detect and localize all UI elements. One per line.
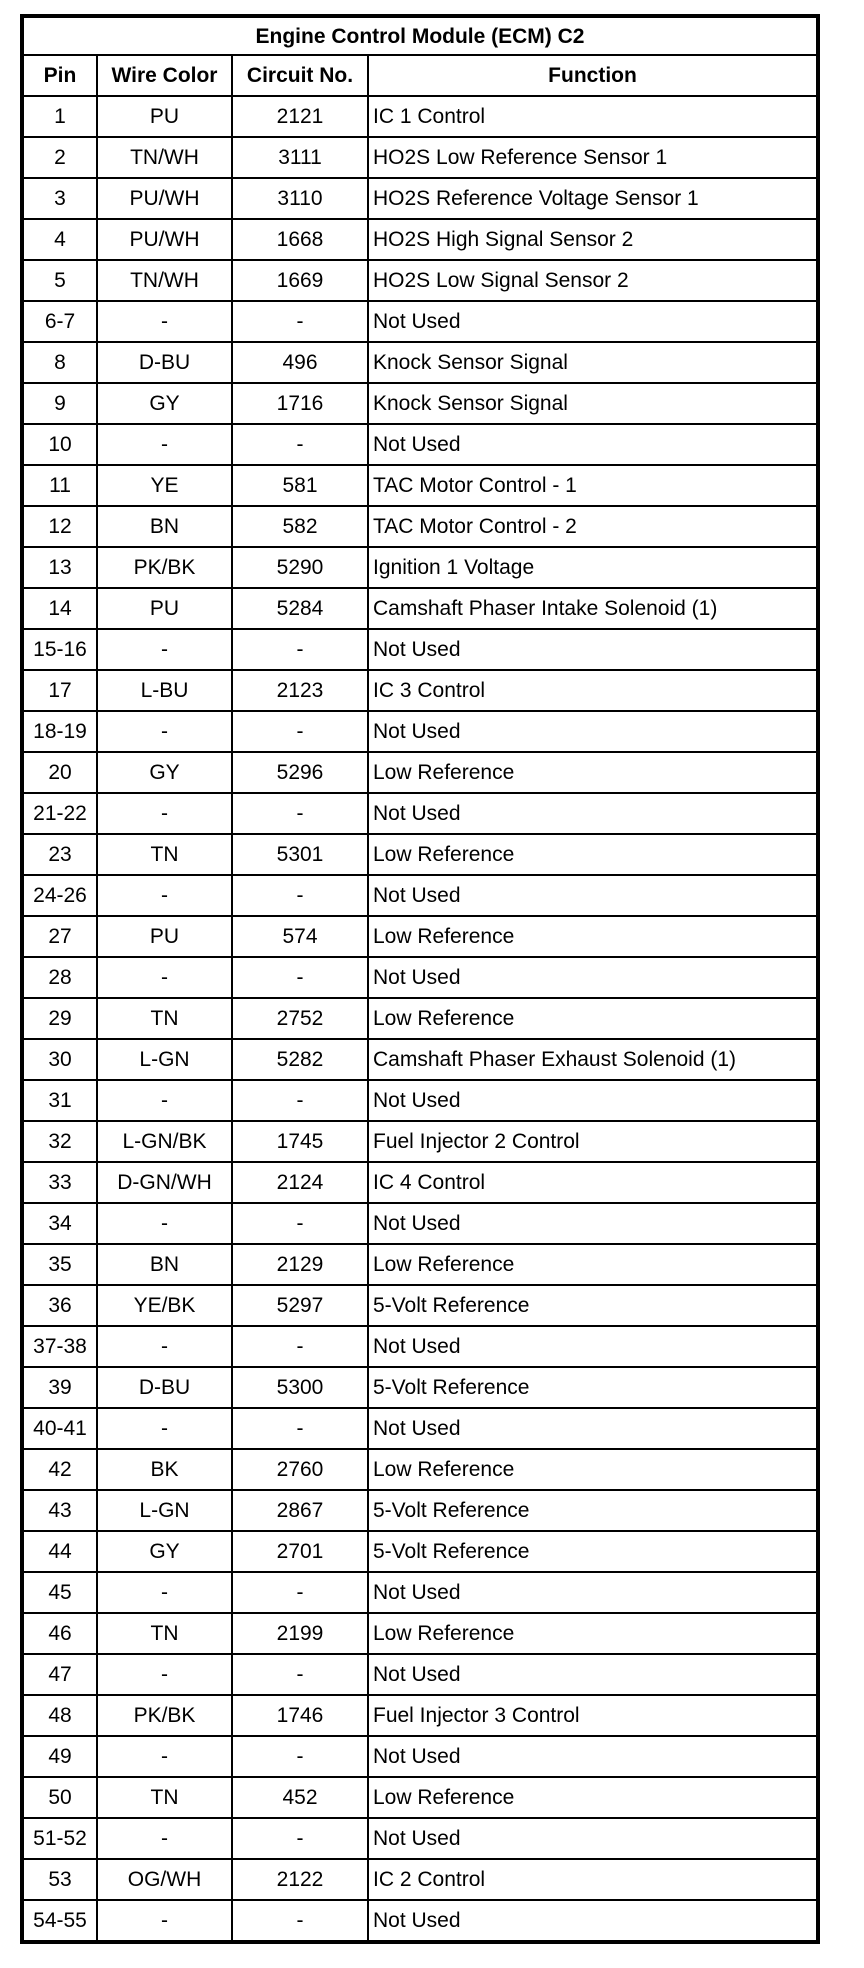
pin-cell: 15-16 (23, 629, 97, 670)
circuit-no-cell: 5300 (232, 1367, 368, 1408)
wire-color-cell: L-GN (97, 1039, 232, 1080)
wire-color-cell: L-BU (97, 670, 232, 711)
pin-cell: 46 (23, 1613, 97, 1654)
pinout-table (22, 16, 818, 1942)
wire-color-cell: YE (97, 465, 232, 506)
wire-color-cell: - (97, 1654, 232, 1695)
function-cell: Not Used (368, 301, 817, 342)
table-header-row (23, 55, 817, 96)
pin-cell: 45 (23, 1572, 97, 1613)
wire-color-cell: - (97, 1326, 232, 1367)
circuit-no-cell: 2121 (232, 96, 368, 137)
function-cell: Knock Sensor Signal (368, 342, 817, 383)
circuit-no-cell: 2124 (232, 1162, 368, 1203)
pin-cell: 35 (23, 1244, 97, 1285)
wire-color-cell: - (97, 1736, 232, 1777)
function-cell: Ignition 1 Voltage (368, 547, 817, 588)
table-row (23, 834, 817, 875)
wire-color-cell: - (97, 793, 232, 834)
table-row (23, 1244, 817, 1285)
table-title: Engine Control Module (ECM) C2 (23, 17, 817, 55)
circuit-no-cell: 574 (232, 916, 368, 957)
pin-cell: 12 (23, 506, 97, 547)
function-cell: Not Used (368, 629, 817, 670)
circuit-no-cell: 1668 (232, 219, 368, 260)
function-cell: Low Reference (368, 834, 817, 875)
circuit-no-cell: 2122 (232, 1859, 368, 1900)
table-row (23, 752, 817, 793)
function-cell: Knock Sensor Signal (368, 383, 817, 424)
wire-color-cell: - (97, 301, 232, 342)
function-cell: TAC Motor Control - 1 (368, 465, 817, 506)
pin-cell: 23 (23, 834, 97, 875)
function-cell: Not Used (368, 957, 817, 998)
header-circuit-no: Circuit No. (232, 55, 368, 96)
table-row (23, 998, 817, 1039)
wire-color-cell: PU/WH (97, 178, 232, 219)
pin-cell: 39 (23, 1367, 97, 1408)
circuit-no-cell: - (232, 1900, 368, 1941)
table-row (23, 465, 817, 506)
function-cell: 5-Volt Reference (368, 1367, 817, 1408)
function-cell: 5-Volt Reference (368, 1531, 817, 1572)
function-cell: Not Used (368, 424, 817, 465)
circuit-no-cell: 3110 (232, 178, 368, 219)
table-row (23, 424, 817, 465)
table-row (23, 957, 817, 998)
wire-color-cell: TN/WH (97, 260, 232, 301)
circuit-no-cell: 452 (232, 1777, 368, 1818)
wire-color-cell: OG/WH (97, 1859, 232, 1900)
pin-cell: 8 (23, 342, 97, 383)
function-cell: Not Used (368, 1080, 817, 1121)
circuit-no-cell: 2752 (232, 998, 368, 1039)
table-row (23, 547, 817, 588)
pin-cell: 29 (23, 998, 97, 1039)
wire-color-cell: TN (97, 998, 232, 1039)
wire-color-cell: BN (97, 506, 232, 547)
table-row (23, 178, 817, 219)
wire-color-cell: - (97, 1203, 232, 1244)
function-cell: Not Used (368, 1654, 817, 1695)
circuit-no-cell: - (232, 957, 368, 998)
table-row (23, 96, 817, 137)
wire-color-cell: TN (97, 834, 232, 875)
pin-cell: 11 (23, 465, 97, 506)
wire-color-cell: - (97, 424, 232, 465)
table-row (23, 1572, 817, 1613)
table-row (23, 1449, 817, 1490)
table-row (23, 1859, 817, 1900)
pin-cell: 54-55 (23, 1900, 97, 1941)
pin-cell: 32 (23, 1121, 97, 1162)
table-row (23, 1162, 817, 1203)
pin-cell: 43 (23, 1490, 97, 1531)
pin-cell: 5 (23, 260, 97, 301)
table-row (23, 793, 817, 834)
wire-color-cell: - (97, 1080, 232, 1121)
circuit-no-cell: - (232, 875, 368, 916)
table-row (23, 875, 817, 916)
table-row (23, 1039, 817, 1080)
wire-color-cell: BN (97, 1244, 232, 1285)
wire-color-cell: PU (97, 96, 232, 137)
table-row (23, 1736, 817, 1777)
pin-cell: 10 (23, 424, 97, 465)
pin-cell: 24-26 (23, 875, 97, 916)
pin-cell: 37-38 (23, 1326, 97, 1367)
pin-cell: 9 (23, 383, 97, 424)
table-row (23, 301, 817, 342)
pin-cell: 13 (23, 547, 97, 588)
wire-color-cell: D-BU (97, 342, 232, 383)
function-cell: IC 2 Control (368, 1859, 817, 1900)
wire-color-cell: - (97, 1900, 232, 1941)
circuit-no-cell: 5296 (232, 752, 368, 793)
circuit-no-cell: - (232, 1408, 368, 1449)
circuit-no-cell: 5282 (232, 1039, 368, 1080)
circuit-no-cell: - (232, 1818, 368, 1859)
wire-color-cell: PU (97, 916, 232, 957)
function-cell: Not Used (368, 1408, 817, 1449)
table-row (23, 629, 817, 670)
function-cell: Low Reference (368, 998, 817, 1039)
table-row (23, 1613, 817, 1654)
wire-color-cell: L-GN (97, 1490, 232, 1531)
pin-cell: 34 (23, 1203, 97, 1244)
function-cell: Not Used (368, 1326, 817, 1367)
function-cell: Fuel Injector 2 Control (368, 1121, 817, 1162)
connector-table (20, 14, 820, 1944)
table-row (23, 1695, 817, 1736)
table-row (23, 1326, 817, 1367)
circuit-no-cell: - (232, 629, 368, 670)
circuit-no-cell: 582 (232, 506, 368, 547)
circuit-no-cell: 496 (232, 342, 368, 383)
wire-color-cell: - (97, 711, 232, 752)
wire-color-cell: - (97, 629, 232, 670)
circuit-no-cell: 1745 (232, 1121, 368, 1162)
function-cell: IC 1 Control (368, 96, 817, 137)
circuit-no-cell: 2199 (232, 1613, 368, 1654)
table-row (23, 1203, 817, 1244)
circuit-no-cell: 3111 (232, 137, 368, 178)
table-row (23, 916, 817, 957)
function-cell: HO2S Low Signal Sensor 2 (368, 260, 817, 301)
table-body (23, 96, 817, 1941)
header-function: Function (368, 55, 817, 96)
wire-color-cell: PU (97, 588, 232, 629)
table-row (23, 260, 817, 301)
circuit-no-cell: - (232, 1572, 368, 1613)
function-cell: Low Reference (368, 752, 817, 793)
function-cell: Fuel Injector 3 Control (368, 1695, 817, 1736)
circuit-no-cell: 5297 (232, 1285, 368, 1326)
circuit-no-cell: 1746 (232, 1695, 368, 1736)
wire-color-cell: GY (97, 1531, 232, 1572)
wire-color-cell: PK/BK (97, 1695, 232, 1736)
wire-color-cell: - (97, 1818, 232, 1859)
pin-cell: 4 (23, 219, 97, 260)
pin-cell: 1 (23, 96, 97, 137)
circuit-no-cell: - (232, 711, 368, 752)
circuit-no-cell: 2760 (232, 1449, 368, 1490)
circuit-no-cell: 1669 (232, 260, 368, 301)
table-row (23, 1121, 817, 1162)
header-wire-color: Wire Color (97, 55, 232, 96)
table-row (23, 1367, 817, 1408)
circuit-no-cell: - (232, 301, 368, 342)
circuit-no-cell: - (232, 1080, 368, 1121)
pin-cell: 21-22 (23, 793, 97, 834)
function-cell: Not Used (368, 1900, 817, 1941)
wire-color-cell: TN/WH (97, 137, 232, 178)
pin-cell: 53 (23, 1859, 97, 1900)
wire-color-cell: D-BU (97, 1367, 232, 1408)
function-cell: Not Used (368, 793, 817, 834)
pin-cell: 33 (23, 1162, 97, 1203)
circuit-no-cell: 2123 (232, 670, 368, 711)
function-cell: IC 4 Control (368, 1162, 817, 1203)
function-cell: 5-Volt Reference (368, 1490, 817, 1531)
pin-cell: 3 (23, 178, 97, 219)
table-row (23, 1818, 817, 1859)
pin-cell: 40-41 (23, 1408, 97, 1449)
pin-cell: 50 (23, 1777, 97, 1818)
wire-color-cell: BK (97, 1449, 232, 1490)
header-pin: Pin (23, 55, 97, 96)
table-row (23, 670, 817, 711)
pin-cell: 18-19 (23, 711, 97, 752)
wire-color-cell: GY (97, 383, 232, 424)
function-cell: Not Used (368, 711, 817, 752)
circuit-no-cell: 2129 (232, 1244, 368, 1285)
pin-cell: 30 (23, 1039, 97, 1080)
table-row (23, 137, 817, 178)
circuit-no-cell: - (232, 1654, 368, 1695)
wire-color-cell: - (97, 1408, 232, 1449)
function-cell: Camshaft Phaser Exhaust Solenoid (1) (368, 1039, 817, 1080)
function-cell: Low Reference (368, 1777, 817, 1818)
wire-color-cell: - (97, 875, 232, 916)
table-row (23, 1080, 817, 1121)
table-row (23, 1531, 817, 1572)
function-cell: Not Used (368, 875, 817, 916)
circuit-no-cell: 2701 (232, 1531, 368, 1572)
function-cell: Not Used (368, 1818, 817, 1859)
pin-cell: 42 (23, 1449, 97, 1490)
wire-color-cell: L-GN/BK (97, 1121, 232, 1162)
pin-cell: 2 (23, 137, 97, 178)
function-cell: Not Used (368, 1203, 817, 1244)
pin-cell: 47 (23, 1654, 97, 1695)
function-cell: Low Reference (368, 916, 817, 957)
wire-color-cell: PU/WH (97, 219, 232, 260)
function-cell: Not Used (368, 1572, 817, 1613)
circuit-no-cell: - (232, 1736, 368, 1777)
function-cell: TAC Motor Control - 2 (368, 506, 817, 547)
pin-cell: 48 (23, 1695, 97, 1736)
wire-color-cell: - (97, 1572, 232, 1613)
table-row (23, 1285, 817, 1326)
function-cell: 5-Volt Reference (368, 1285, 817, 1326)
circuit-no-cell: 581 (232, 465, 368, 506)
pin-cell: 51-52 (23, 1818, 97, 1859)
function-cell: HO2S Low Reference Sensor 1 (368, 137, 817, 178)
table-row (23, 1900, 817, 1941)
table-row (23, 219, 817, 260)
table-row (23, 383, 817, 424)
wire-color-cell: TN (97, 1613, 232, 1654)
function-cell: HO2S High Signal Sensor 2 (368, 219, 817, 260)
function-cell: Low Reference (368, 1613, 817, 1654)
function-cell: Low Reference (368, 1449, 817, 1490)
circuit-no-cell: 2867 (232, 1490, 368, 1531)
function-cell: Camshaft Phaser Intake Solenoid (1) (368, 588, 817, 629)
function-cell: HO2S Reference Voltage Sensor 1 (368, 178, 817, 219)
table-row (23, 1408, 817, 1449)
table-row (23, 1490, 817, 1531)
table-title-row (23, 17, 817, 55)
circuit-no-cell: - (232, 793, 368, 834)
circuit-no-cell: 5301 (232, 834, 368, 875)
pin-cell: 44 (23, 1531, 97, 1572)
table-row (23, 588, 817, 629)
pin-cell: 17 (23, 670, 97, 711)
table-row (23, 506, 817, 547)
pin-cell: 14 (23, 588, 97, 629)
pin-cell: 20 (23, 752, 97, 793)
pin-cell: 6-7 (23, 301, 97, 342)
circuit-no-cell: 5290 (232, 547, 368, 588)
pin-cell: 31 (23, 1080, 97, 1121)
wire-color-cell: YE/BK (97, 1285, 232, 1326)
function-cell: IC 3 Control (368, 670, 817, 711)
wire-color-cell: D-GN/WH (97, 1162, 232, 1203)
table-row (23, 342, 817, 383)
circuit-no-cell: 1716 (232, 383, 368, 424)
table-row (23, 1654, 817, 1695)
wire-color-cell: TN (97, 1777, 232, 1818)
table-row (23, 711, 817, 752)
pin-cell: 49 (23, 1736, 97, 1777)
pin-cell: 36 (23, 1285, 97, 1326)
circuit-no-cell: - (232, 424, 368, 465)
pin-cell: 27 (23, 916, 97, 957)
wire-color-cell: GY (97, 752, 232, 793)
pin-cell: 28 (23, 957, 97, 998)
circuit-no-cell: 5284 (232, 588, 368, 629)
circuit-no-cell: - (232, 1326, 368, 1367)
function-cell: Not Used (368, 1736, 817, 1777)
wire-color-cell: PK/BK (97, 547, 232, 588)
wire-color-cell: - (97, 957, 232, 998)
function-cell: Low Reference (368, 1244, 817, 1285)
table-row (23, 1777, 817, 1818)
circuit-no-cell: - (232, 1203, 368, 1244)
